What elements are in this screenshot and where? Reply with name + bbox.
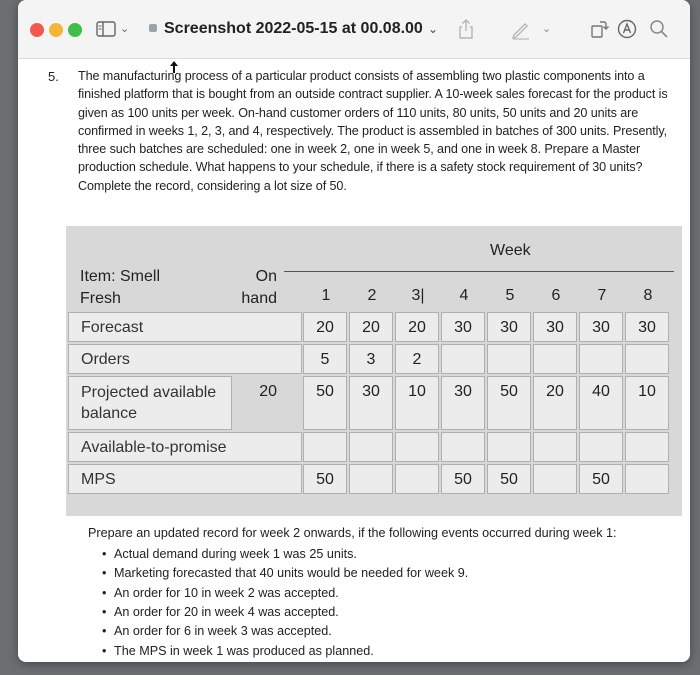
bullet-icon: •	[102, 547, 107, 561]
week-column-header: 3|	[411, 287, 425, 304]
bullet-icon: •	[102, 643, 107, 658]
table-cell: 30	[441, 376, 485, 430]
pen-icon[interactable]	[510, 18, 532, 40]
title-bar	[18, 0, 690, 59]
week-column-header: 7	[597, 287, 607, 304]
share-icon[interactable]	[456, 18, 478, 40]
table-cell	[579, 432, 623, 462]
row-label: Forecast	[68, 312, 302, 342]
onhand-header-line2: hand	[241, 290, 277, 307]
table-cell	[625, 432, 669, 462]
notes-intro: Prepare an updated record for week 2 onwards, if the following events occurred during week 1:	[88, 526, 617, 540]
note-text: An order for 10 in week 2 was accepted.	[114, 585, 339, 600]
markup-icon[interactable]	[616, 18, 638, 40]
onhand-header-line1: On	[255, 268, 277, 285]
week-column-header: 6	[551, 287, 561, 304]
note-text: Marketing forecasted that 40 units would be needed for week 9.	[114, 566, 469, 581]
forecast-row	[66, 312, 682, 342]
row-label: Projected available balance	[68, 376, 232, 430]
week-column-header: 2	[367, 287, 377, 304]
table-cell: 50	[487, 464, 531, 494]
table-cell	[303, 432, 347, 462]
table-cell	[579, 344, 623, 374]
question-text: The manufacturing process of a particular product consists of assembling two plastic components into a finished platform that is bought from an outside contract supplier. A 10-week sales forecast for the product is given as 100 units per week. On-hand customer orders of 110 units, 80 units, 50 units and 20 units are confirmed in weeks 1, 2, 3, and 4, respectively. The product is assembled in batches of 300 units. Presently, three such batches are scheduled: one in week 2, one in week 5, and one in week 8. Prepare a Master production schedule. What happens to your schedule, if there is a safety stock requirement of 30 units? Complete the record, considering a lot size of 50.	[78, 69, 668, 193]
document-page	[18, 58, 690, 662]
week-column-header: 5	[505, 287, 515, 304]
week-column-header: 8	[643, 287, 653, 304]
bullet-icon: •	[102, 585, 107, 600]
table-cell	[533, 344, 577, 374]
bullet-icon: •	[102, 604, 107, 619]
note-item	[102, 566, 468, 580]
table-cell: 20	[349, 312, 393, 342]
table-cell: 30	[441, 312, 485, 342]
orders-row	[66, 344, 682, 374]
table-cell	[487, 432, 531, 462]
table-cell: 20	[395, 312, 439, 342]
table-cell: 5	[303, 344, 347, 374]
item-label-line2: Fresh	[80, 290, 121, 307]
sidebar-toggle-button[interactable]	[96, 20, 136, 40]
atp-row	[66, 432, 682, 462]
row-label: Orders	[68, 344, 302, 374]
table-cell	[487, 344, 531, 374]
bullet-icon: •	[102, 566, 107, 581]
row-label: MPS	[68, 464, 302, 494]
note-item	[102, 624, 332, 638]
table-cell	[395, 464, 439, 494]
table-cell: 30	[533, 312, 577, 342]
week-column-header: 1	[321, 287, 331, 304]
onhand-value: 20	[259, 383, 277, 400]
note-item	[102, 547, 357, 561]
table-cell: 50	[303, 464, 347, 494]
search-icon[interactable]	[648, 18, 670, 40]
note-item	[102, 644, 374, 658]
onhand-header	[232, 266, 277, 310]
sidebar-icon	[96, 21, 116, 37]
document-icon	[149, 24, 157, 32]
table-cell	[395, 432, 439, 462]
row-label: Available-to-promise	[68, 432, 302, 462]
table-cell: 10	[395, 376, 439, 430]
table-cell	[533, 464, 577, 494]
rotate-icon[interactable]	[588, 18, 610, 40]
note-text: Actual demand during week 1 was 25 units.	[114, 547, 357, 561]
table-cell: 50	[579, 464, 623, 494]
table-cell: 40	[579, 376, 623, 430]
item-label-line1: Item: Smell	[80, 268, 161, 285]
bullet-icon: •	[102, 624, 107, 639]
minimize-button[interactable]	[49, 23, 63, 37]
question-number: 5.	[48, 69, 59, 84]
table-cell: 50	[487, 376, 531, 430]
table-cell: 30	[579, 312, 623, 342]
table-cell	[349, 432, 393, 462]
mps-row	[66, 464, 682, 494]
week-column-header: 4	[459, 287, 469, 304]
note-item	[102, 605, 339, 619]
table-cell	[441, 344, 485, 374]
pen-chevron-down-icon[interactable]: ⌄	[542, 23, 552, 35]
table-cell	[349, 464, 393, 494]
table-cell: 20	[533, 376, 577, 430]
mps-table	[66, 226, 682, 516]
table-cell	[533, 432, 577, 462]
table-cell	[625, 464, 669, 494]
preview-window	[18, 0, 690, 662]
title-chevron-down-icon[interactable]: ⌄	[428, 22, 439, 36]
table-cell: 10	[625, 376, 669, 430]
note-item	[102, 586, 339, 600]
window-title: Screenshot 2022-05-15 at 00.08.00	[164, 20, 423, 37]
table-cell: 50	[303, 376, 347, 430]
projected-balance-row	[66, 376, 682, 430]
note-text: An order for 6 in week 3 was accepted.	[114, 624, 332, 639]
close-button[interactable]	[30, 23, 44, 37]
week-underline	[284, 271, 674, 272]
table-cell	[441, 432, 485, 462]
table-cell: 30	[625, 312, 669, 342]
table-cell: 30	[487, 312, 531, 342]
table-cell: 20	[303, 312, 347, 342]
note-text: An order for 20 in week 4 was accepted.	[114, 604, 339, 619]
zoom-button[interactable]	[68, 23, 82, 37]
table-cell: 3	[349, 344, 393, 374]
note-text: The MPS in week 1 was produced as planned.	[114, 643, 374, 658]
week-header: Week	[490, 242, 531, 259]
item-label	[80, 266, 160, 310]
table-cell	[625, 344, 669, 374]
table-cell: 2	[395, 344, 439, 374]
table-cell: 30	[349, 376, 393, 430]
chevron-down-icon: ⌄	[120, 23, 130, 35]
table-cell: 50	[441, 464, 485, 494]
